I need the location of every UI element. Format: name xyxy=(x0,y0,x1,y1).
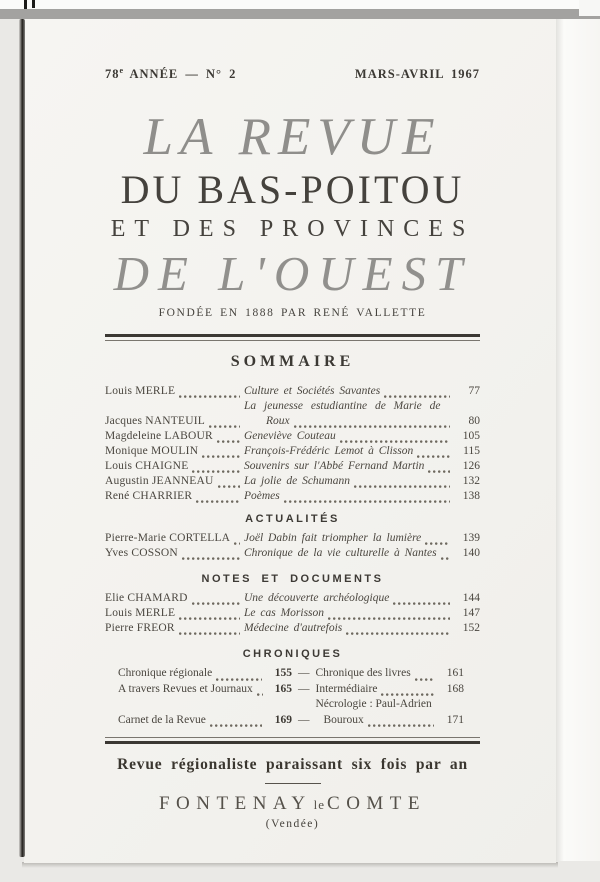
chroniques-row xyxy=(118,682,464,698)
chronique-left-label: Chronique régionale xyxy=(118,667,213,680)
dot-leader xyxy=(445,403,451,414)
toc-row xyxy=(105,399,480,429)
dot-leader xyxy=(354,478,450,489)
column-dash: — xyxy=(298,682,310,695)
chronique-right-line2 xyxy=(316,713,439,729)
scan-registration-mark xyxy=(24,0,27,9)
founded-line: FONDÉE EN 1888 PAR RENÉ VALLETTE xyxy=(158,307,427,320)
column-dash: — xyxy=(298,667,310,680)
dot-leader xyxy=(234,535,240,546)
toc-page-number: 126 xyxy=(462,460,480,473)
toc-title-cell xyxy=(244,621,454,636)
toc-title-cell xyxy=(244,591,454,606)
issue-sup: e xyxy=(119,66,124,75)
toc-title: François-Frédéric Lemot à Clisson xyxy=(244,445,414,458)
toc-title-line1 xyxy=(244,399,454,414)
toc-author-cell xyxy=(105,414,244,429)
column-dash: — xyxy=(298,713,310,726)
sommaire-heading: SOMMAIRE xyxy=(230,353,355,371)
footer-short-rule xyxy=(265,783,321,784)
dot-leader xyxy=(192,463,240,474)
journal-cover-page xyxy=(24,19,556,863)
toc-title-cell xyxy=(244,429,454,444)
toc-title: Souvenirs sur l'Abbé Fernand Martin xyxy=(244,460,425,473)
divider-thick-line xyxy=(105,741,480,744)
toc-author: Jacques NANTEUIL xyxy=(105,415,205,428)
chroniques-table xyxy=(105,666,480,728)
chronique-left-label: Carnet de la Revue xyxy=(118,713,206,726)
toc-row xyxy=(105,606,480,621)
toc-row xyxy=(105,384,480,399)
toc-page-number: 147 xyxy=(462,607,480,620)
chronique-right-page: 171 xyxy=(446,713,464,726)
title-block xyxy=(105,109,480,319)
dot-leader xyxy=(202,448,240,459)
toc-page-number: 138 xyxy=(462,490,480,503)
toc-title-cell xyxy=(244,459,454,474)
publication-city: FONTENAY le COMTE xyxy=(158,793,427,815)
toc-notes xyxy=(105,591,480,636)
chronique-right-line1 xyxy=(316,697,439,713)
toc-author: Pierre-Marie CORTELLA xyxy=(105,532,231,545)
dot-leader xyxy=(179,388,240,399)
dot-leader xyxy=(381,686,434,697)
dot-leader xyxy=(393,595,450,606)
dot-leader xyxy=(182,550,240,561)
toc-title-line1 xyxy=(244,531,454,546)
toc-author-cell xyxy=(105,474,244,489)
toc-row xyxy=(105,459,480,474)
toc-author: Louis MERLE xyxy=(105,607,176,620)
scan-top-strip xyxy=(0,0,600,9)
toc-title: Médecine d'autrefois xyxy=(244,622,343,635)
toc-actualites xyxy=(105,531,480,561)
actualites-heading: ACTUALITÉS xyxy=(245,513,340,526)
chronique-left-page: 155 xyxy=(274,667,292,680)
dot-leader xyxy=(209,418,240,429)
dot-leader xyxy=(284,493,450,504)
toc-row xyxy=(105,531,480,546)
toc-page-number: 152 xyxy=(462,622,480,635)
toc-author: Yves COSSON xyxy=(105,547,178,560)
toc-author: Louis CHAIGNE xyxy=(105,460,189,473)
toc-author-cell xyxy=(105,444,244,459)
toc-title-cell xyxy=(244,489,454,504)
dot-leader xyxy=(368,717,434,728)
toc-title-line1 xyxy=(244,621,454,636)
toc-title-cell xyxy=(244,444,454,459)
toc-title-line1 xyxy=(244,546,454,561)
toc-title: Chronique de la vie culturelle à Nantes xyxy=(244,547,437,560)
dot-leader xyxy=(441,550,450,561)
divider-thin-line xyxy=(105,340,480,341)
dot-leader xyxy=(328,610,450,621)
toc-title: La jeunesse estudiantine de Marie de xyxy=(244,400,441,413)
toc-author-cell xyxy=(105,591,244,606)
chronique-left-page: 169 xyxy=(274,713,292,726)
toc-title: Geneviève Couteau xyxy=(244,430,336,443)
scan-gray-band xyxy=(0,9,600,19)
toc-page-number: 105 xyxy=(462,430,480,443)
toc-title-cell xyxy=(244,546,454,561)
divider-thin-line xyxy=(105,737,480,738)
toc-author: Monique MOULIN xyxy=(105,445,199,458)
toc-title-cell xyxy=(244,384,454,399)
toc-page-number: 80 xyxy=(468,415,480,428)
journal-title-line1: LA REVUE xyxy=(143,108,442,167)
toc-author-cell xyxy=(105,384,244,399)
toc-page-number: 77 xyxy=(468,385,480,398)
toc-author-cell xyxy=(105,531,244,546)
toc-row xyxy=(105,429,480,444)
dot-leader xyxy=(294,418,450,429)
journal-title-line2: DU BAS-POITOU xyxy=(120,167,465,213)
chronique-right-line1 xyxy=(316,666,439,682)
toc-title-cell xyxy=(244,606,454,621)
footer-tagline: Revue régionaliste paraissant six fois par an xyxy=(117,756,468,774)
dot-leader xyxy=(192,595,240,606)
chronique-right-label: Intermédiaire xyxy=(315,682,378,695)
dot-leader xyxy=(436,702,442,713)
toc-author: Elie CHAMARD xyxy=(105,592,188,605)
toc-page-number: 132 xyxy=(462,475,480,488)
toc-page-number: 115 xyxy=(463,445,480,458)
toc-title-cell xyxy=(244,399,454,429)
scan-band-notch xyxy=(579,0,600,16)
toc-author: Magdeleine LABOUR xyxy=(105,430,213,443)
toc-row xyxy=(105,591,480,606)
toc-author: Augustin JEANNEAU xyxy=(105,475,214,488)
publication-region: (Vendée) xyxy=(265,818,320,831)
toc-author-cell xyxy=(105,621,244,636)
toc-title-cell xyxy=(244,531,454,546)
toc-page-number: 144 xyxy=(462,592,480,605)
dot-leader xyxy=(210,717,262,728)
dot-leader xyxy=(425,535,450,546)
toc-row xyxy=(105,444,480,459)
book-spine-shadow xyxy=(19,19,25,857)
chronique-left-cell xyxy=(118,666,266,682)
toc-title-continued: Roux xyxy=(266,415,290,428)
chronique-right-page: 161 xyxy=(446,667,464,680)
toc-title: Joël Dabin fait triompher la lumière xyxy=(244,532,422,545)
toc-title-line1 xyxy=(244,591,454,606)
chronique-right-label: Chronique des livres xyxy=(315,667,411,680)
bottom-divider xyxy=(105,737,480,744)
toc-title-cell xyxy=(244,474,454,489)
issue-date: MARS-AVRIL 1967 xyxy=(354,67,480,82)
dot-leader xyxy=(179,625,240,636)
toc-main xyxy=(105,384,480,504)
chronique-left-cell xyxy=(118,713,266,729)
toc-author-cell xyxy=(105,546,244,561)
toc-row xyxy=(105,489,480,504)
toc-title: Le cas Morisson xyxy=(244,607,325,620)
chronique-left-cell xyxy=(118,682,266,698)
dot-leader xyxy=(216,671,262,682)
toc-row xyxy=(105,474,480,489)
chronique-right-cell xyxy=(316,697,439,728)
toc-title-line1 xyxy=(244,489,454,504)
toc-title: Une découverte archéologique xyxy=(244,592,390,605)
chronique-left-label: A travers Revues et Journaux xyxy=(118,682,253,695)
journal-title-line3: ET DES PROVINCES xyxy=(110,216,475,243)
dot-leader xyxy=(340,433,450,444)
dot-leader xyxy=(417,448,450,459)
toc-title-line2 xyxy=(244,414,454,429)
adjacent-page-edge xyxy=(556,19,600,861)
dot-leader xyxy=(428,463,450,474)
dot-leader xyxy=(196,493,240,504)
toc-title-line1 xyxy=(244,606,454,621)
journal-title-line4: DE L'OUEST xyxy=(113,246,472,302)
chronique-right-cell xyxy=(316,682,439,698)
toc-author: René CHARRIER xyxy=(105,490,193,503)
toc-page-number: 140 xyxy=(462,547,480,560)
dot-leader xyxy=(218,478,241,489)
chronique-left-page: 165 xyxy=(274,682,292,695)
divider-thick-line xyxy=(105,334,480,337)
top-divider xyxy=(105,334,480,341)
toc-title: La jolie de Schumann xyxy=(244,475,350,488)
dot-leader xyxy=(179,610,240,621)
toc-author-cell xyxy=(105,606,244,621)
scan-registration-mark xyxy=(32,0,35,8)
chroniques-row xyxy=(118,666,464,682)
dot-leader xyxy=(415,671,434,682)
toc-title-line1 xyxy=(244,384,454,399)
toc-title-line1 xyxy=(244,474,454,489)
toc-row xyxy=(105,621,480,636)
toc-title: Culture et Sociétés Savantes xyxy=(244,385,381,398)
toc-author-cell xyxy=(105,429,244,444)
toc-author-cell xyxy=(105,459,244,474)
chronique-right-page: 168 xyxy=(446,682,464,695)
dot-leader xyxy=(384,388,450,399)
chronique-right-label: Nécrologie : Paul-Adrien xyxy=(315,698,432,711)
toc-row xyxy=(105,546,480,561)
city-le: le xyxy=(313,797,326,813)
chronique-right-line1 xyxy=(316,682,439,698)
toc-title-line1 xyxy=(244,459,454,474)
dot-leader xyxy=(217,433,240,444)
toc-title-line1 xyxy=(244,444,454,459)
dot-leader xyxy=(257,686,263,697)
chronique-right-cell xyxy=(316,666,439,682)
notes-heading: NOTES ET DOCUMENTS xyxy=(201,573,384,586)
chroniques-heading: CHRONIQUES xyxy=(242,648,343,661)
chronique-right-label-continued: Bouroux xyxy=(323,713,364,726)
chroniques-row xyxy=(118,697,464,728)
toc-title: Poèmes xyxy=(244,490,280,503)
dot-leader xyxy=(346,625,450,636)
toc-title-line1 xyxy=(244,429,454,444)
toc-author: Pierre FREOR xyxy=(105,622,175,635)
issue-number: 78e ANNÉE — N° 2 xyxy=(105,66,237,82)
toc-author: Louis MERLE xyxy=(105,385,176,398)
toc-author-cell xyxy=(105,489,244,504)
toc-page-number: 139 xyxy=(462,532,480,545)
masthead xyxy=(105,66,480,82)
